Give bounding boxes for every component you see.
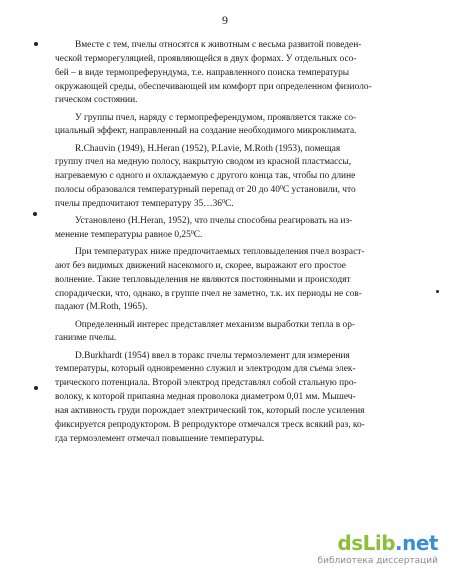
text-line: волоку, к которой припаяна медная проволока диаметром 0,01 мм. Мышеч- [55,392,356,403]
text-line: циальный эффект, направленный на создание необходимого микроклимата. [55,126,357,137]
text-line [55,229,410,243]
text-fragment: С. [224,198,234,209]
text-line: Установлено (H.Heran, 1952), что пчелы способны реагировать на из- [75,216,353,227]
text-fragment: менение температуры равное 0,25 [55,229,191,240]
text-line: ганизме пчелы. [55,333,117,344]
paragraph-1 [55,39,410,108]
text-fragment: С. [193,229,203,240]
text-line: бей – в виде термопреферундума, т.е. направленного поиска температуры [55,67,350,78]
degree-superscript: 0 [221,198,225,205]
paragraph-6 [55,319,410,347]
text-line: окружающей среды, обеспечивающей им комфорт при определенном физиоло- [55,81,372,92]
document-body [55,39,410,450]
text-line: R.Chauvin (1949), H.Heran (1952), P.Lavie, M.Roth (1953), помещая [75,143,341,154]
watermark-subtitle: библиотека диссертаций [317,556,438,566]
paragraph-2 [55,112,410,140]
text-line: фиксируется репродуктором. В репродукторе отмечался треск всякий раз, ко- [55,419,365,430]
degree-superscript: 0 [279,185,283,192]
paragraph-5 [55,246,410,315]
text-line: ная активность груди порождает электрический ток, который после усиления [55,405,365,416]
watermark-logo: dsLib.net [337,531,438,555]
text-line: гическом состоянии. [55,95,138,106]
page-number: 9 [222,13,228,27]
text-line: спорадически, что, однако, в группе пчел не заметно, т.к. их периоды не сов- [55,288,362,299]
text-line: нагреваемую с одного и охлаждаемую с другого конца так, чтобы по длине [55,171,356,182]
text-line: падают (M.Roth, 1965). [55,302,148,313]
text-line [55,184,410,198]
text-line: D.Burkhardt (1954) ввел в торакс пчелы термоэлемент для измерения [75,350,350,361]
paragraph-3 [55,143,410,212]
text-line: ают без видимых движений насекомого и, скорее, выражают его простое [55,260,346,271]
text-fragment: С [282,185,290,196]
text-line: волнение. Такие тепловыделения не являются постоянными и происходят [55,274,351,285]
text-line: температуры, который одновременно служил и электродом для съема элек- [55,364,356,375]
text-line: ческой терморегуляцией, проявляющейся в двух формах. У отдельных осо- [55,53,357,64]
text-line: группу пчел на медную полосу, накрытую сводом из красной пластмассы, [55,157,352,168]
text-line: Определенный интерес представляет механизм выработки тепла в ор- [75,319,356,330]
text-fragment: пчелы предпочитают температуру 35…36 [55,198,222,209]
text-fragment: установили, что [289,185,356,196]
paragraph-7 [55,350,410,447]
text-line: трического потенциала. Второй электрод представлял собой стальную про- [55,378,357,389]
scan-speck [34,386,38,390]
text-line: гда термоэлемент отмечал повышение температуры. [55,433,265,444]
scan-speck [436,290,439,293]
scan-speck [34,42,38,46]
text-line: У группы пчел, наряду с термопреферендумом, проявляется также со- [75,112,357,123]
text-fragment: полосы образовался температурный перепад от 20 до 40 [55,185,280,196]
scan-speck [33,212,37,216]
degree-superscript: 0 [190,229,194,236]
watermark [318,531,438,571]
paragraph-4 [55,215,410,243]
text-line: Вместе с тем, пчелы относятся к животным с весьма развитой поведен- [75,40,362,50]
text-line [55,198,410,212]
text-line: При температурах ниже предпочитаемых тепловыделения пчел возраст- [75,247,365,257]
